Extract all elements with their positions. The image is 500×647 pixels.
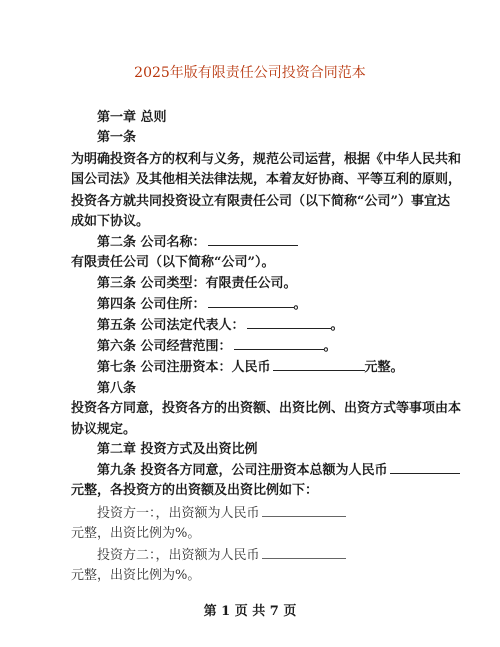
investor-2 xyxy=(97,544,346,563)
company-address-blank[interactable] xyxy=(208,295,294,308)
investor-2-amount-blank[interactable] xyxy=(262,546,346,559)
article-5-end: 。 xyxy=(330,318,344,333)
article-1-heading: 第一条 xyxy=(97,130,137,145)
article-5-label: 第五条 公司法定代表人： xyxy=(97,318,245,333)
article-1-line-3: 投资各方就共同投资设立有限责任公司（以下简称“公司”）事宜达 xyxy=(71,194,450,209)
legal-representative-blank[interactable] xyxy=(247,316,331,329)
investor-2-label: 投资方二：，出资额为人民币 xyxy=(97,548,260,563)
chapter-2-heading: 第二章 投资方式及出资比例 xyxy=(97,442,258,457)
company-name-blank[interactable] xyxy=(208,233,298,246)
total-capital-blank[interactable] xyxy=(390,461,460,474)
investor-1-label: 投资方一：，出资额为人民币 xyxy=(97,506,260,521)
investor-2-continuation: 元整，出资比例为%。 xyxy=(71,568,201,583)
article-4-end: 。 xyxy=(293,297,307,312)
article-2-label: 第二条 公司名称： xyxy=(97,235,206,250)
article-6-label: 第六条 公司经营范围： xyxy=(97,339,232,354)
business-scope-blank[interactable] xyxy=(234,337,324,350)
article-8-heading: 第八条 xyxy=(97,381,137,396)
article-9-continuation: 元整，各投资方的出资额及出资比例如下： xyxy=(71,483,319,498)
article-8-line-1: 投资各方同意，投资各方的出资额、出资比例、出资方式等事项由本 xyxy=(71,401,462,416)
article-1-line-4: 成如下协议。 xyxy=(71,214,150,229)
registered-capital-blank[interactable] xyxy=(273,358,365,371)
article-4 xyxy=(97,293,307,312)
article-7 xyxy=(97,356,404,375)
article-2-continuation: 有限责任公司（以下简称“公司”）。 xyxy=(71,255,275,270)
chapter-1-heading: 第一章 总则 xyxy=(97,110,167,125)
article-7-label: 第七条 公司注册资本：人民币 xyxy=(97,360,271,375)
article-7-end: 元整。 xyxy=(364,360,404,375)
article-6 xyxy=(97,335,337,354)
investor-1-continuation: 元整，出资比例为%。 xyxy=(71,526,201,541)
article-1-line-1: 为明确投资各方的权利与义务，规范公司运营，根据《中华人民共和 xyxy=(71,152,462,167)
article-9 xyxy=(97,459,460,478)
article-5 xyxy=(97,314,344,333)
article-8-line-2: 协议规定。 xyxy=(71,422,137,437)
article-3: 第三条 公司类型：有限责任公司。 xyxy=(97,276,297,291)
investor-1 xyxy=(97,502,346,521)
article-2 xyxy=(97,231,298,250)
article-4-label: 第四条 公司住所： xyxy=(97,297,206,312)
document-title: 2025年版有限责任公司投资合同范本 xyxy=(134,65,366,81)
page-indicator: 第 1 页 共 7 页 xyxy=(203,604,297,619)
article-9-label: 第九条 投资各方同意，公司注册资本总额为人民币 xyxy=(97,463,388,478)
article-1-line-2: 国公司法》及其他相关法律法规，本着友好协商、平等互利的原则， xyxy=(71,172,462,187)
article-6-end: 。 xyxy=(323,339,337,354)
investor-1-amount-blank[interactable] xyxy=(262,504,346,517)
